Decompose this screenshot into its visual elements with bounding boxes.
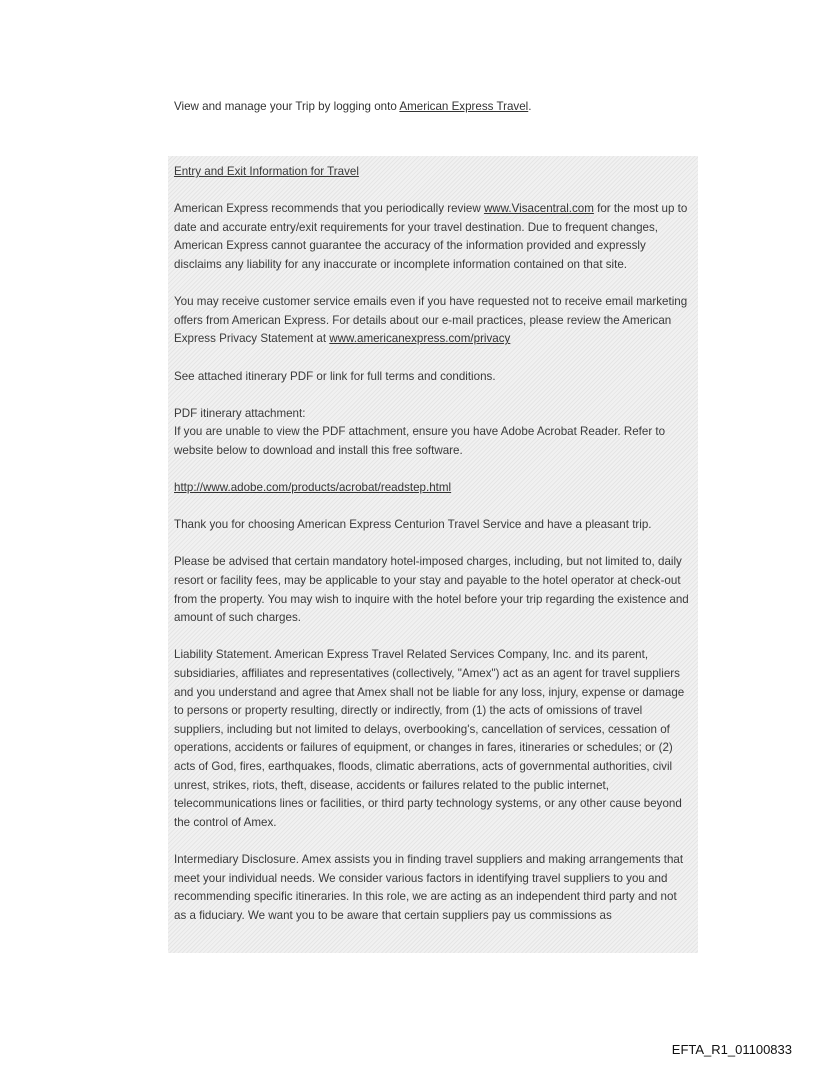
thanks-paragraph: Thank you for choosing American Express Centurion Travel Service and have a pleasant trip. xyxy=(174,518,652,532)
travel-info-panel xyxy=(168,156,698,953)
liability-paragraph: Liability Statement. American Express Travel Related Services Company, Inc. and its parent, subsidiaries, affiliates and representatives (collectively, "Amex") act as an agent for travel suppliers and you understand and agree that Amex shall not be liable for any loss, injury, expense or damage to persons or property resulting, directly or indirectly, from (1) the acts of omissions of travel suppliers, including but not limited to delays, overbooking's, cancellation of services, cessation of operations, accidents or failures of equipment, or changes in fares, itineraries or schedules; or (2) acts of God, fires, earthquakes, floods, climatic aberrations, acts of governmental authorities, civil unrest, strikes, riots, theft, disease, accidents or failures related to the public internet, telecommunications lines or facilities, or third party technology systems, or any other cause beyond the control of Amex. xyxy=(174,648,685,829)
emails-paragraph: You may receive customer service emails even if you have requested not to receive email marketing offers from American Express. For details about our e-mail practices, please review the American Express Privacy Statement at www.americanexpress.com/privacy xyxy=(174,295,688,346)
hotel-charges-paragraph: Please be advised that certain mandatory hotel-imposed charges, including, but not limited to, daily resort or facility fees, may be applicable to your stay and payable to the hotel operator at check-out from the property. You may wish to inquire with the hotel before your trip regarding the existence and amount of such charges. xyxy=(174,555,689,625)
american-express-travel-link[interactable]: American Express Travel xyxy=(399,100,529,113)
document-id: EFTA_R1_01100833 xyxy=(671,1042,792,1057)
pdf-paragraph xyxy=(174,405,692,461)
intermediary-paragraph: Intermediary Disclosure. Amex assists you in finding travel suppliers and making arrangements that meet your individual needs. We consider various factors in identifying travel suppliers to you and recommending specific itineraries. In this role, we are acting as an independent third party and not as a fiduciary. We want you to be aware that certain suppliers pay us commissions as xyxy=(174,852,684,922)
pdf-title: PDF itinerary attachment: xyxy=(174,406,306,420)
section-heading: Entry and Exit Information for Travel xyxy=(174,165,359,178)
intro-line xyxy=(174,99,694,115)
visacentral-link[interactable]: www.Visacentral.com xyxy=(483,202,594,216)
intro-period: . xyxy=(528,100,532,113)
terms-paragraph: See attached itinerary PDF or link for full terms and conditions. xyxy=(174,369,496,383)
pdf-body: If you are unable to view the PDF attachment, ensure you have Adobe Acrobat Reader. Refer to website below to download and install this free software. xyxy=(174,425,666,457)
entry-exit-paragraph: American Express recommends that you periodically review www.Visacentral.com for the most up to date and accurate entry/exit requirements for your travel destination. Due to frequent changes, American Express cannot guarantee the accuracy of the information provided and expressly disclaims any liability for any inaccurate or incomplete information contained on that site. xyxy=(174,202,688,271)
adobe-reader-link[interactable]: http://www.adobe.com/products/acrobat/readstep.html xyxy=(174,481,452,495)
adobe-paragraph xyxy=(174,479,692,498)
privacy-link[interactable]: www.americanexpress.com/privacy xyxy=(329,332,511,346)
intro-text: View and manage your Trip by logging onto xyxy=(174,100,400,113)
